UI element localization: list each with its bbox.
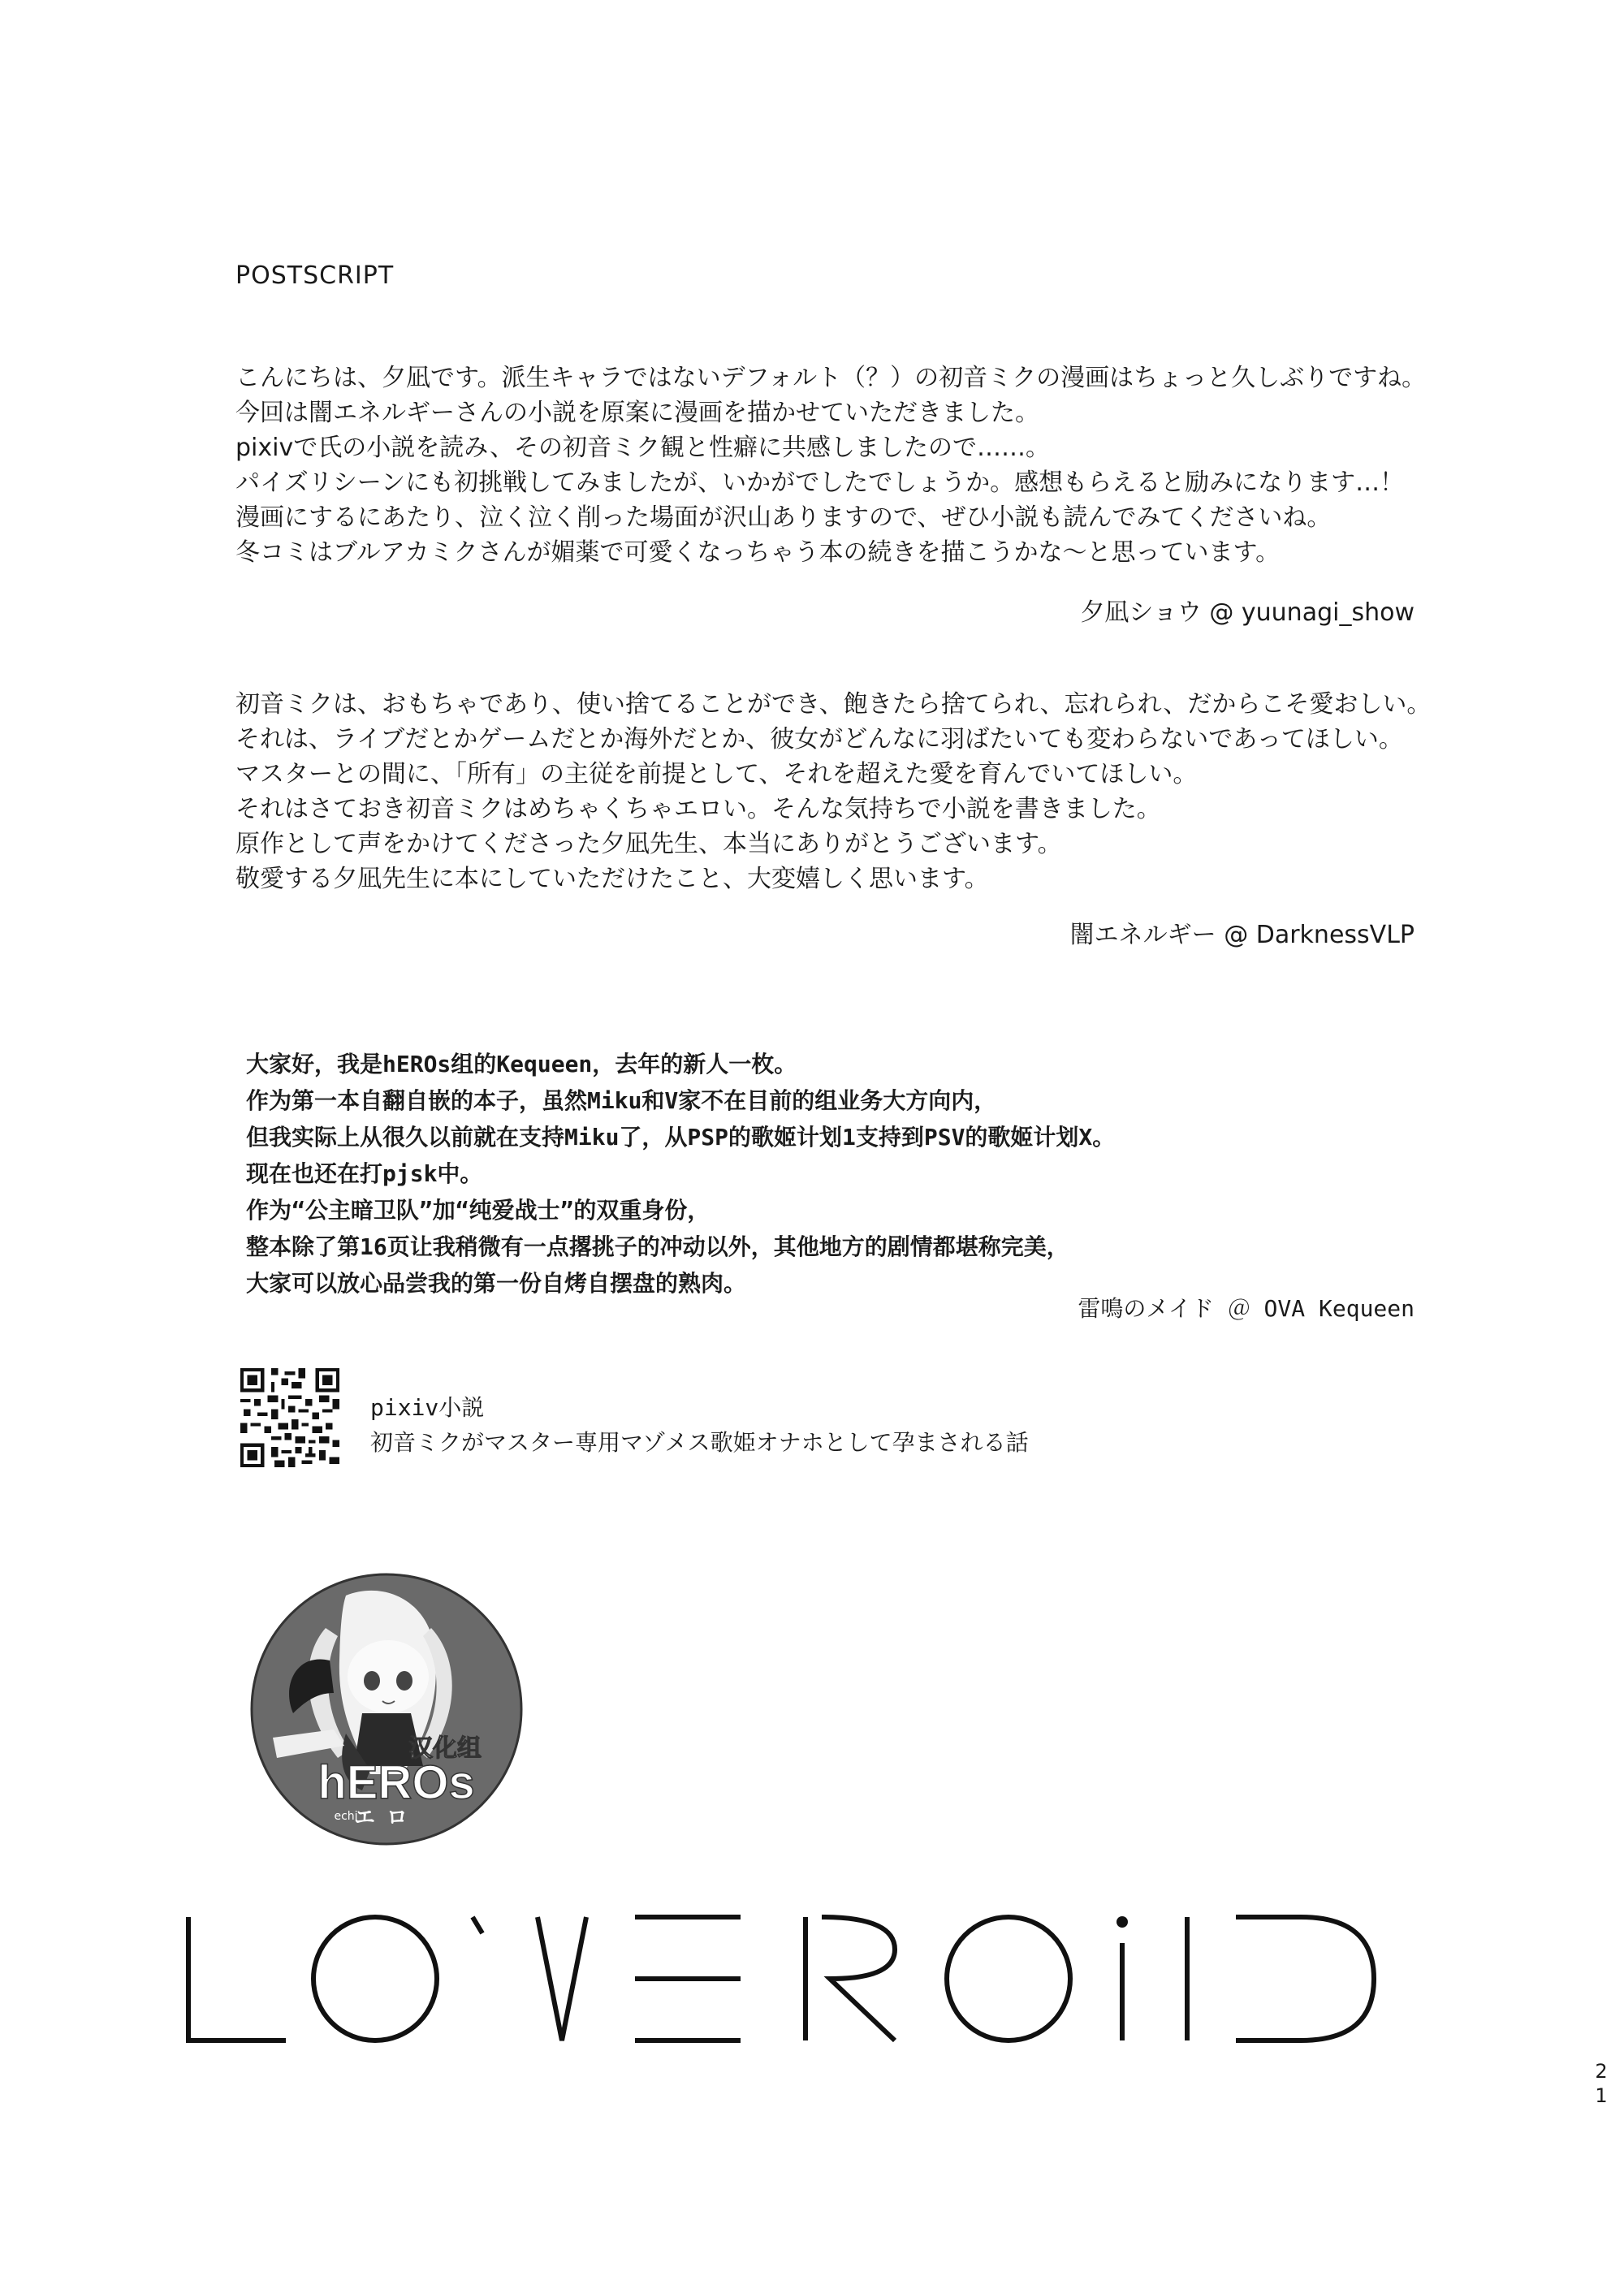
- note-line: 原作として声をかけてくださった夕凪先生、本当にありがとうございます。: [235, 830, 1062, 858]
- note-line: pixivで氏の小説を読み、その初音ミク観と性癖に共感しましたので……。: [235, 434, 1051, 462]
- translator-note: [246, 1046, 1432, 1302]
- note-line: それはさておき初音ミクはめちゃくちゃエロい。そんな気持ちで小説を書きました。: [235, 795, 1161, 823]
- note-line: 今回は闇エネルギーさんの小説を原案に漫画を描かせていただきました。: [235, 399, 1039, 427]
- logo-sub-text: echi: [334, 1810, 358, 1823]
- page-heading: POSTSCRIPT: [235, 261, 395, 290]
- logo-kana-text: エロ: [353, 1806, 420, 1830]
- note-line: 初音ミクは、おもちゃであり、使い捨てることができ、飽きたら捨てられ、忘れられ、だからこそ愛おしい。: [235, 690, 1432, 719]
- page-number-digit: 2: [1595, 2060, 1608, 2083]
- note-line: 敬愛する夕凪先生に本にしていただけたこと、大変嬉しく思います。: [235, 865, 989, 893]
- qr-code-icon[interactable]: [240, 1368, 339, 1467]
- book-title-loveroid: [180, 1911, 1447, 2045]
- page-number-digit: 1: [1595, 2084, 1608, 2107]
- note-line: 作为第一本自翻自嵌的本子，虽然Miku和V家不在目前的组业务大方向内，: [246, 1087, 997, 1114]
- logo-group-text: 汉化组: [408, 1734, 482, 1763]
- pixiv-label: pixiv小説: [370, 1394, 485, 1421]
- page-number: [1592, 2059, 1611, 2108]
- note-line: 作为“公主暗卫队”加“纯爱战士”的双重身份，: [246, 1197, 710, 1224]
- note-line: こんにちは、夕凪です。派生キャラではないデフォルト（？）の初音ミクの漫画はちょっと久しぶりですね。: [235, 364, 1427, 392]
- signature-kequeen: 雷鳴のメイド ＠ OVA Kequeen: [1078, 1295, 1415, 1322]
- note-line: 但我实际上从很久以前就在支持Miku了，从PSP的歌姬计划1支持到PSV的歌姬计划X。: [246, 1124, 1116, 1151]
- note-line: パイズリシーンにも初挑戦してみましたが、いかがでしたでしょうか。感想もらえると励みになります…！: [235, 469, 1405, 497]
- note-line: 现在也还在打pjsk中。: [246, 1160, 483, 1187]
- logo-brand-text: hEROs: [317, 1756, 475, 1809]
- postscript-note-1: [235, 361, 1427, 570]
- signature-yuunagi: 夕凪ショウ @ yuunagi_show: [1080, 598, 1415, 627]
- note-line: それは、ライブだとかゲームだとか海外だとか、彼女がどんなに羽ばたいても変わらないであってほしい。: [235, 725, 1403, 754]
- note-line: 大家可以放心品尝我的第一份自烤自摆盘的熟肉。: [246, 1270, 747, 1297]
- note-line: 整本除了第16页让我稍微有一点撂挑子的冲动以外，其他地方的剧情都堪称完美，: [246, 1233, 1069, 1260]
- heros-group-logo: [248, 1571, 525, 1847]
- note-line: 冬コミはブルアカミクさんが媚薬で可愛くなっちゃう本の続きを描こうかな～と思っています。: [235, 538, 1281, 567]
- note-line: 大家好，我是hEROs组的Kequeen，去年的新人一枚。: [246, 1051, 797, 1077]
- pixiv-novel-title[interactable]: 初音ミクがマスター専用マゾメス歌姫オナホとして孕まされる話: [370, 1429, 1029, 1456]
- postscript-note-2: [235, 687, 1432, 896]
- pixiv-novel-reference: [370, 1390, 1029, 1460]
- note-line: 漫画にするにあたり、泣く泣く削った場面が沢山ありますので、ぜひ小説も読んでみてくださいね。: [235, 503, 1332, 532]
- note-line: マスターとの間に、「所有」の主従を前提として、それを超えた愛を育んでいてほしい。: [235, 760, 1198, 788]
- signature-darkness: 闇エネルギー @ DarknessVLP: [1069, 921, 1415, 949]
